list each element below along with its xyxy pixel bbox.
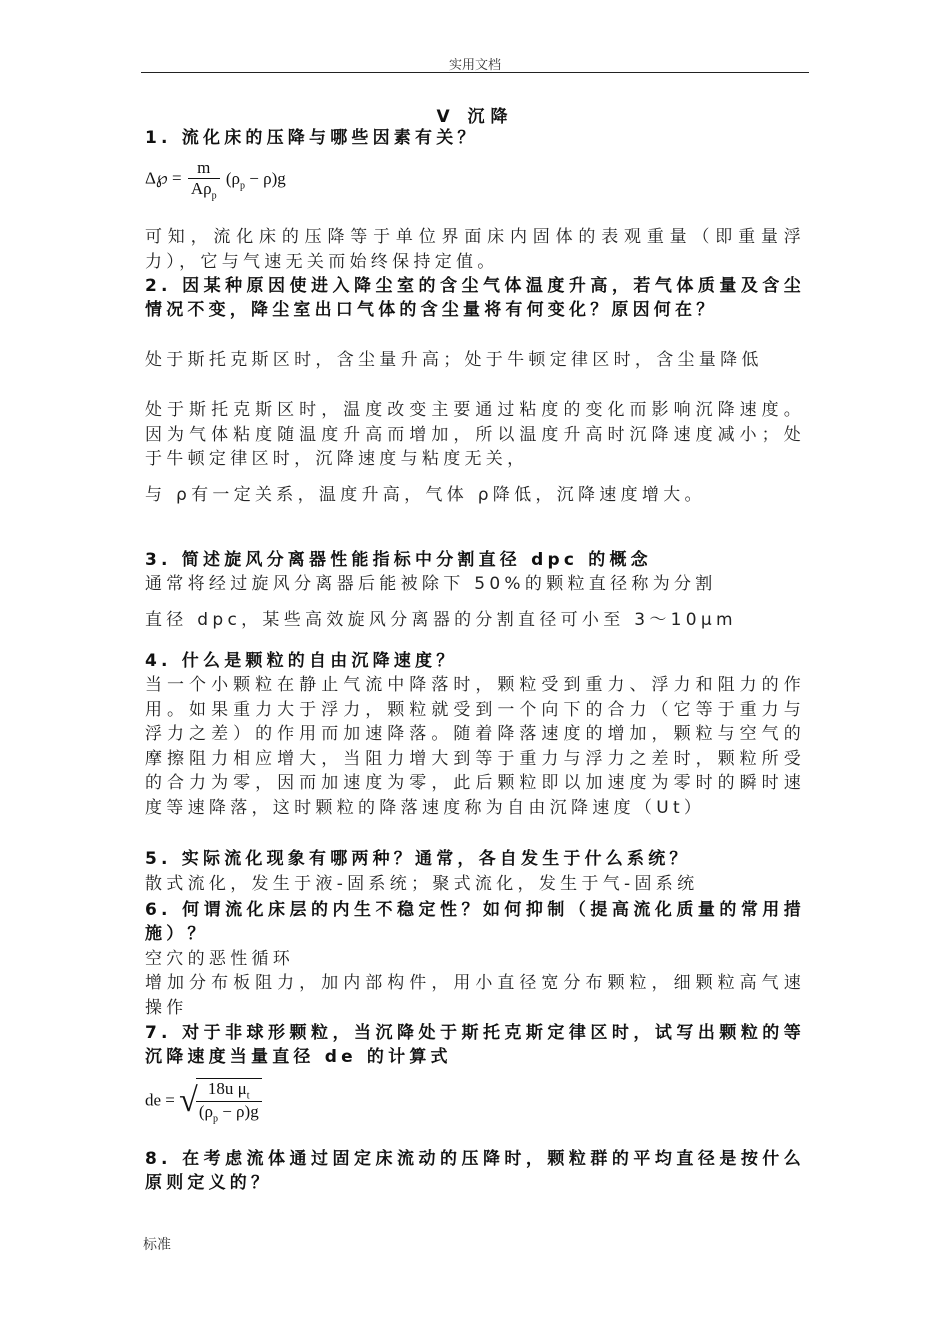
section-title: V 沉降 [436,107,514,127]
answer-2-part-3: 与 ρ有一定关系，温度升高，气体 ρ降低，沉降速度增大。 [145,485,706,505]
question-1: 1. 流化床的压降与哪些因素有关？ [145,128,479,148]
answer-2-part-1: 处于斯托克斯区时，含尘量升高；处于牛顿定律区时，含尘量降低 [145,350,763,370]
page-header: 实用文档 [448,58,501,73]
formula-1-tail: $(\rho_p - \rho)g$ [225,168,286,191]
formula-1-fraction [188,158,220,201]
answer-6-part-2: 增加分布板阻力，加内部构件，用小直径宽分布颗粒，细颗粒高气速操作 [145,973,805,1018]
question-6: 6. 何谓流化床层的内生不稳定性？如何抑制（提高流化质量的常用措施）？ [145,900,805,944]
formula-2-numerator: 18u $\mu_t$ [196,1079,262,1102]
question-4: 4. 什么是颗粒的自由沉降速度？ [145,651,458,671]
answer-1: 可知，流化床的压降等于单位界面床内固体的表观重量（即重量浮力），它与气速无关而始终保持定值。 [145,227,805,272]
answer-3-part-2: 直径 dpc，某些高效旋风分离器的分割直径可小至 3～10μm [145,610,737,630]
answer-4: 当一个小颗粒在静止气流中降落时，颗粒受到重力、浮力和阻力的作用。如果重力大于浮力，颗粒就受到一个向下的合力（它等于重力与浮力之差）的作用而加速降落。随着降落速度的增加，颗粒与空气的摩擦阻力相应增大，当阻力增大到等于重力与浮力之差时，颗粒所受的合力为零，因而加速度为零，此后颗粒即以加速度为零时的瞬时速度等速降落，这时颗粒的降落速度称为自由沉降速度（Ut） [145,675,805,818]
question-7: 7. 对于非球形颗粒，当沉降处于斯托克斯定律区时，试写出颗粒的等沉降速度当量直径 de 的计算式 [145,1023,805,1067]
answer-3-part-1: 通常将经过旋风分离器后能被除下 50%的颗粒直径称为分割 [145,574,717,594]
formula-1-numerator: m [188,158,220,179]
page-footer: 标准 [143,1237,171,1253]
formula-pressure-drop [145,158,805,201]
formula-2-lhs: de = [145,1090,175,1110]
answer-5: 散式流化，发生于液-固系统；聚式流化，发生于气-固系统 [145,874,699,894]
answer-6-part-1: 空穴的恶性循环 [145,949,295,969]
formula-2-fraction [196,1078,262,1125]
question-2: 2. 因某种原因使进入降尘室的含尘气体温度升高，若气体质量及含尘情况不变，降尘室出口气体的含尘量将有何变化？原因何在？ [145,276,805,320]
header-divider [141,72,809,73]
question-3: 3. 简述旋风分离器性能指标中分割直径 dpc 的概念 [145,550,652,570]
formula-2-denominator: $(\rho_p - \rho)g$ [198,1102,259,1125]
question-8: 8. 在考虑流体通过固定床流动的压降时，颗粒群的平均直径是按什么原则定义的？ [145,1149,805,1193]
question-5: 5. 实际流化现象有哪两种？通常，各自发生于什么系统？ [145,849,691,869]
formula-equivalent-diameter [145,1078,805,1125]
formula-1-lhs: Δ℘ = [145,168,182,188]
formula-1-denominator: $A\rho_p$ [190,179,217,202]
sqrt-sign: √ [179,1082,198,1120]
answer-2-part-2: 处于斯托克斯区时，温度改变主要通过粘度的变化而影响沉降速度。因为气体粘度随温度升高而增加，所以温度升高时沉降速度减小；处于牛顿定律区时，沉降速度与粘度无关， [145,400,805,469]
